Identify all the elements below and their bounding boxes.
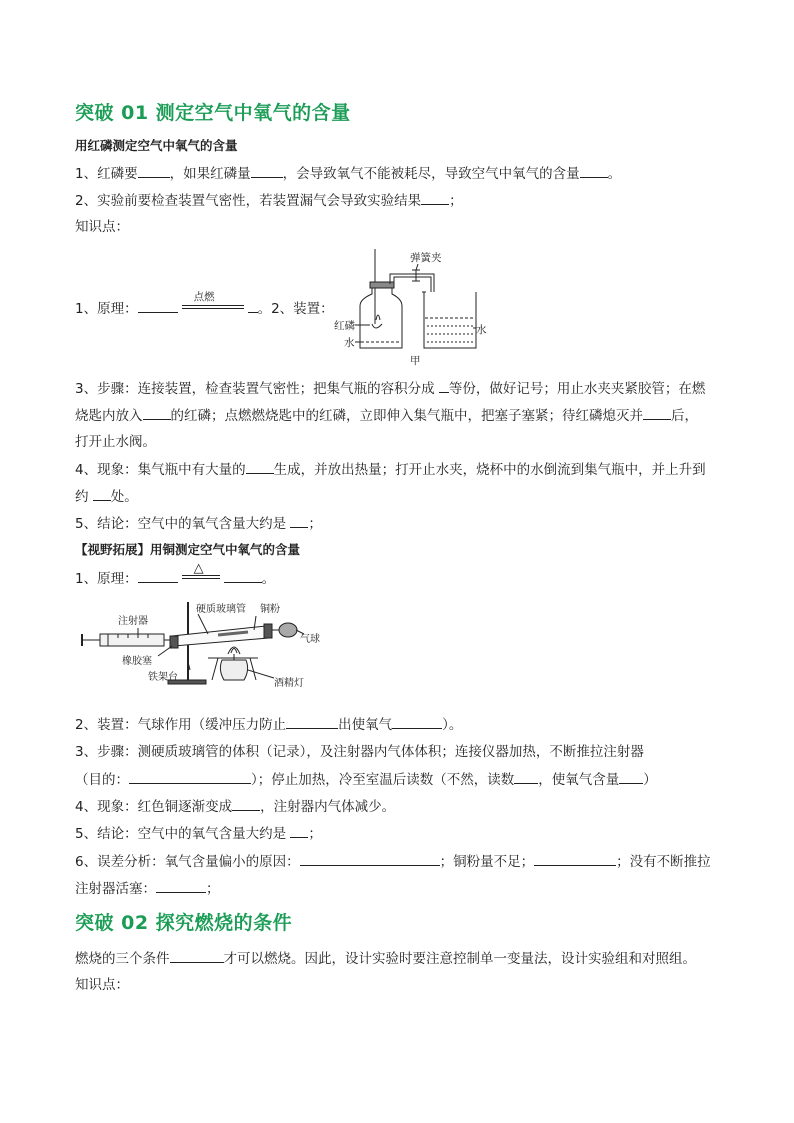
error-analysis-line-2: 注射器活塞： ； xyxy=(75,878,220,899)
blank[interactable] xyxy=(290,823,308,838)
blank[interactable] xyxy=(143,405,171,420)
phenomenon-line-2: 约 处。 xyxy=(75,486,138,507)
blank[interactable] xyxy=(619,769,643,784)
step-line-3: 打开止水阀。 xyxy=(75,434,156,450)
blank[interactable] xyxy=(156,878,206,893)
reaction-arrow: 点燃 xyxy=(182,299,244,313)
reaction-arrow-heat: △ xyxy=(182,569,220,583)
copper-phenomenon-line: 4、现象：红色铜逐渐变成 ，注射器内气体减少。 xyxy=(75,796,395,817)
blank[interactable] xyxy=(138,163,170,178)
blank[interactable] xyxy=(514,769,538,784)
blank[interactable] xyxy=(290,513,308,528)
label-syringe: 注射器 xyxy=(118,616,148,627)
combustion-conditions-line: 燃烧的三个条件 才可以燃烧。因此，设计实验时要注意控制单一变量法，设计实验组和对照组。 xyxy=(75,948,696,969)
blank[interactable] xyxy=(643,405,671,420)
copper-step-line-1: 3、步骤：测硬质玻璃管的体积（记录），及注射器内气体体积；连接仪器加热，不断推拉注射器 xyxy=(75,744,644,760)
copper-step-line-2: （目的： ）；停止加热，冷至室温后读数（不然，读数 ，使氧气含量 ） xyxy=(75,769,657,790)
label-alcohol-lamp: 酒精灯 xyxy=(274,678,304,689)
blank[interactable] xyxy=(421,190,449,205)
blank[interactable] xyxy=(248,298,258,313)
section-title-1: 突破 01 测定空气中氧气的含量 xyxy=(75,102,351,124)
blank[interactable] xyxy=(580,163,608,178)
copper-principle-line: 1、原理： △ 。 xyxy=(75,561,276,587)
blank[interactable] xyxy=(232,796,260,811)
blank[interactable] xyxy=(224,568,262,583)
question-2: 2、实验前要检查装置气密性，若装置漏气会导致实验结果 ； xyxy=(75,190,463,211)
label-clamp: 弹簧夹 xyxy=(410,252,442,264)
phosphorus-apparatus-figure xyxy=(330,244,500,368)
blank[interactable] xyxy=(439,378,449,393)
extension-heading: 【视野拓展】用铜测定空气中氧气的含量 xyxy=(75,542,301,557)
error-analysis-line-1: 6、误差分析：氧气含量偏小的原因： ；铜粉量不足； ；没有不断推拉 xyxy=(75,851,711,872)
step-line-2: 烧匙内放入 的红磷；点燃燃烧匙中的红磷，立即伸入集气瓶中，把塞子塞紧；待红磷熄灭并 后， xyxy=(75,405,698,426)
blank[interactable] xyxy=(286,714,338,729)
section-title-2: 突破 02 探究燃烧的条件 xyxy=(75,912,293,934)
principle-line: 1、原理： 点燃 。2、装置： xyxy=(75,291,334,317)
subheading-red-phosphorus: 用红磷测定空气中氧气的含量 xyxy=(75,138,238,153)
blank[interactable] xyxy=(246,459,274,474)
step-line-1: 3、步骤：连接装置，检查装置气密性；把集气瓶的容积分成 等份，做好记号；用止水夹夹紧胶管；在燃 xyxy=(75,378,705,399)
figure-caption: 甲 xyxy=(410,355,421,367)
blank[interactable] xyxy=(300,851,440,866)
label-water-right: 水 xyxy=(476,324,487,336)
label-water-left: 水 xyxy=(344,337,355,349)
knowledge-label-2: 知识点： xyxy=(75,977,129,993)
label-copper-powder: 铜粉 xyxy=(260,604,280,615)
blank[interactable] xyxy=(534,851,616,866)
blank[interactable] xyxy=(138,568,178,583)
label-red-phosphorus: 红磷 xyxy=(334,320,355,332)
blank[interactable] xyxy=(138,298,178,313)
copper-device-line: 2、装置：气球作用（缓冲压力防止 出使氧气 ）。 xyxy=(75,714,462,735)
blank[interactable] xyxy=(392,714,442,729)
copper-conclusion-line: 5、结论：空气中的氧气含量大约是 ； xyxy=(75,823,322,844)
blank[interactable] xyxy=(251,163,283,178)
label-rubber-stopper: 橡胶塞 xyxy=(122,656,152,667)
label-iron-stand: 铁架台 xyxy=(148,672,178,683)
copper-apparatus-figure xyxy=(78,598,348,690)
phenomenon-line-1: 4、现象：集气瓶中有大量的 生成，并放出热量；打开止水夹，烧杯中的水倒流到集气瓶中，并上升到 xyxy=(75,459,706,480)
blank[interactable] xyxy=(93,486,111,501)
blank[interactable] xyxy=(170,948,224,963)
question-1: 1、红磷要 ，如果红磷量 ，会导致氧气不能被耗尽，导致空气中氧气的含量 。 xyxy=(75,163,621,184)
label-balloon: 气球 xyxy=(300,634,320,645)
conclusion-line: 5、结论：空气中的氧气含量大约是 ； xyxy=(75,513,322,534)
blank[interactable] xyxy=(129,769,251,784)
knowledge-label: 知识点： xyxy=(75,219,129,235)
label-glass-tube: 硬质玻璃管 xyxy=(196,604,246,615)
